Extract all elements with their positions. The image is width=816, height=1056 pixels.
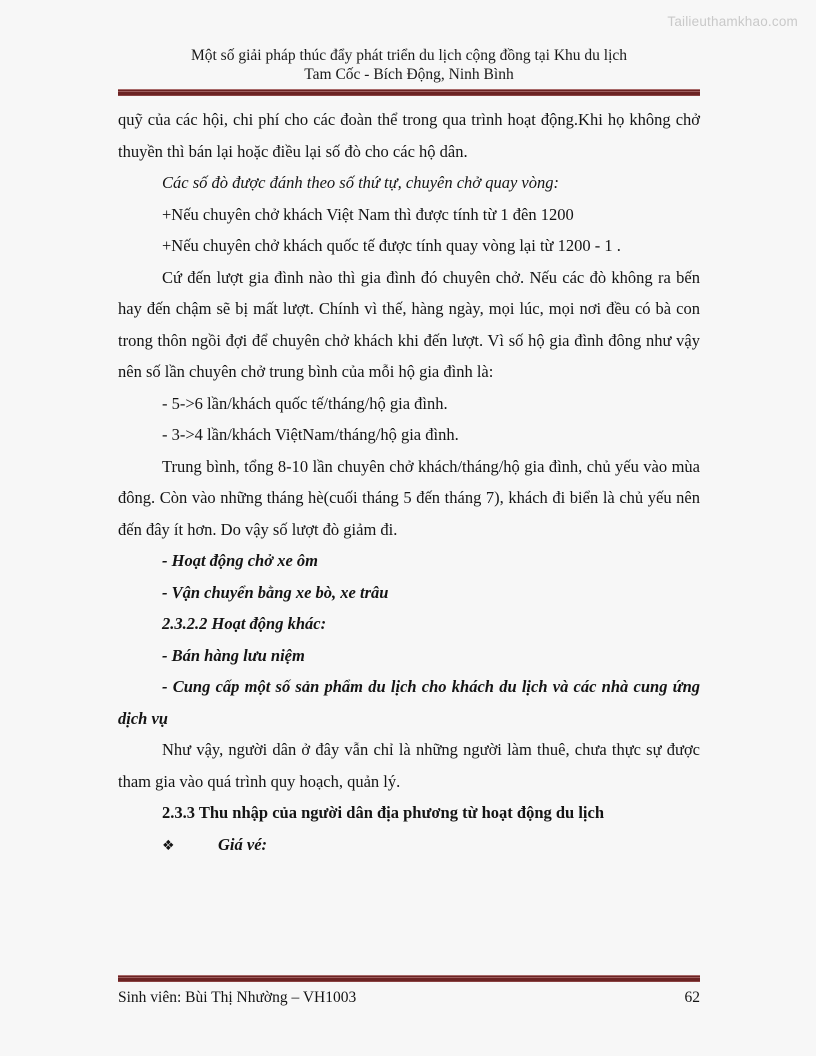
paragraph-khach-viet-nam: +Nếu chuyên chở khách Việt Nam thì được tính từ 1 đên 1200 <box>162 204 574 224</box>
paragraph-quy-cua-cac-hoi: quỹ của các hội, chi phí cho các đoàn thể trong qua trình hoạt động.Khi họ không chở thuyền thì bán lại hoặc điều lại số đò cho các hộ dân. <box>118 110 700 161</box>
heading-2-3-2-2: 2.3.2.2 Hoạt động khác: <box>162 614 327 633</box>
paragraph-cac-so-do: Các số đò được đánh theo số thứ tự, chuyên chở quay vòng: <box>162 173 559 192</box>
paragraph-nhu-vay: Như vậy, người dân ở đây vẫn chỉ là những người làm thuê, chưa thực sự được tham gia vào quá trình quy hoạch, quản lý. <box>118 740 700 791</box>
page-footer <box>118 970 700 1008</box>
footer-row <box>118 988 700 1008</box>
watermark-text: Tailieuthamkhao.com <box>667 14 798 29</box>
bullet-item-gia-ve <box>118 829 700 863</box>
list-item-xe-bo-xe-trau: - Vận chuyển bằng xe bò, xe trâu <box>162 582 389 602</box>
footer-divider-rule <box>118 975 700 982</box>
header-title-line-1: Một số giải pháp thúc đẩy phát triển du lịch cộng đồng tại Khu du lịch <box>190 47 628 64</box>
list-item-quoc-te: - 5->6 lần/khách quốc tế/tháng/hộ gia đình. <box>162 393 448 413</box>
list-item-ban-hang-luu-niem: - Bán hàng lưu niệm <box>162 645 305 665</box>
list-item-cung-cap-san-pham: - Cung cấp một số sản phẩm du lịch cho khách du lịch và các nhà cung ứng dịch vụ <box>118 677 700 728</box>
list-item-cho-xe-om: - Hoạt động chở xe ôm <box>162 551 318 570</box>
footer-student-name: Sinh viên: Bùi Thị Nhường – VH1003 <box>118 989 357 1006</box>
paragraph-cu-den-luot: Cứ đến lượt gia đình nào thì gia đình đó chuyên chở. Nếu các đò không ra bến hay đến chậm sẽ bị mất lượt. Chính vì thế, hàng ngày, mọi lúc, mọi nơi đều có bà con trong thôn ngồi đợi để chuyên chở khách khi đến lượt. Vì số hộ gia đình đông như vậy nên số lần chuyên chở trung bình của mỗi hộ gia đình là: <box>118 267 700 381</box>
paragraph-trung-binh: Trung bình, tổng 8-10 lần chuyên chở khách/tháng/hộ gia đình, chủ yếu vào mùa đông. Còn vào những tháng hè(cuối tháng 5 đến tháng 7), khách đi biển là chủ yếu nên đến đây ít hơn. Do vậy số lượt đò giảm đi. <box>118 456 700 539</box>
page-number: 62 <box>684 989 700 1006</box>
body-content <box>118 104 700 862</box>
heading-2-3-3: 2.3.3 Thu nhập của người dân địa phương từ hoạt động du lịch <box>162 803 605 822</box>
bullet-item-label: Giá vé: <box>218 834 268 854</box>
diamond-bullet-icon: ❖ <box>162 837 175 854</box>
header-title-line-2: Tam Cốc - Bích Động, Ninh Bình <box>304 66 514 83</box>
running-header <box>118 46 700 96</box>
header-divider-rule <box>118 89 700 96</box>
list-item-viet-nam: - 3->4 lần/khách ViệtNam/tháng/hộ gia đình. <box>162 425 459 444</box>
paragraph-khach-quoc-te: +Nếu chuyên chở khách quốc tế được tính quay vòng lại từ 1200 - 1 . <box>162 236 621 255</box>
